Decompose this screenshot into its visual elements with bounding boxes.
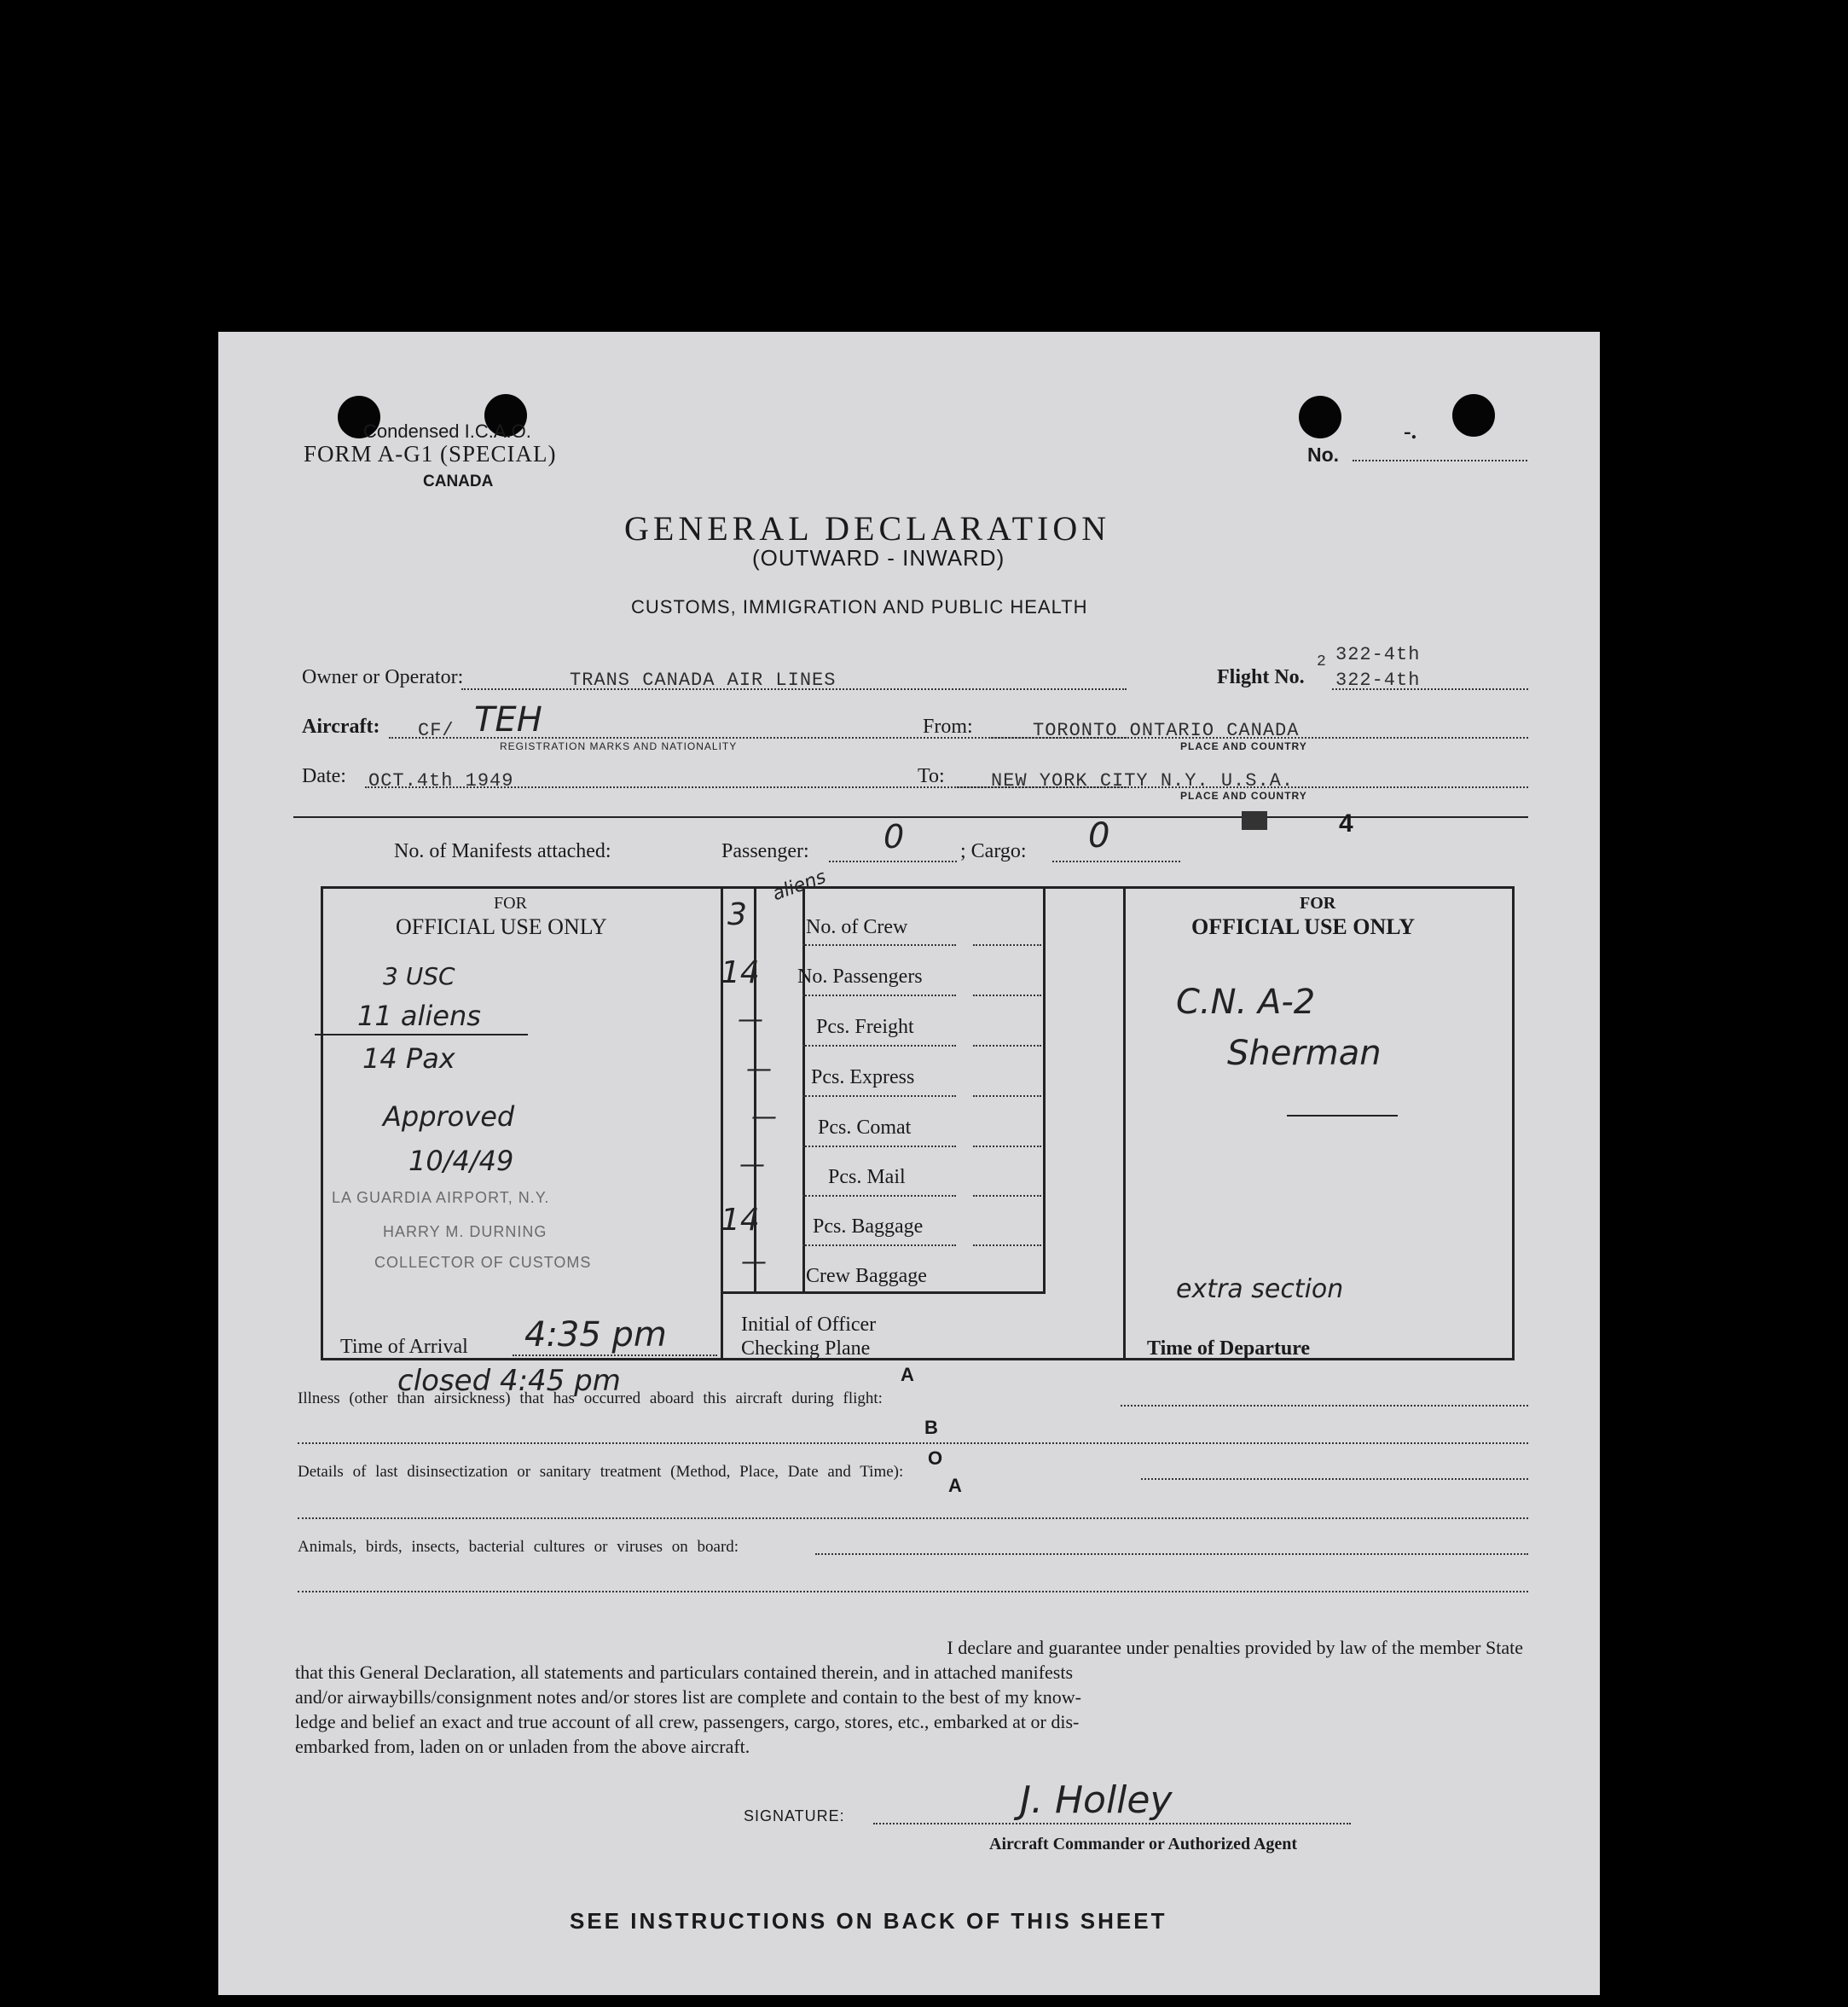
count-rows [721,866,1126,1291]
row-label-freight: Pcs. Freight [816,1016,914,1038]
aboard-letter-a2: A [948,1475,962,1496]
row-value-crew-baggage: — [741,1247,767,1277]
closed-time-note: closed 4:45 pm [397,1364,621,1398]
owner-label: Owner or Operator: [302,666,464,688]
departure-label: Time of Departure [1147,1337,1311,1360]
signature-label: SIGNATURE: [744,1807,845,1824]
note-approved: Approved [383,1100,515,1133]
to-value: NEW YORK CITY N.Y. U.S.A. [991,770,1295,792]
right-note-sherman: Sherman [1227,1034,1382,1073]
aboard-letter-o: O [928,1447,943,1469]
flight-value-1: 322-4th [1335,644,1421,665]
flight-label: Flight No. [1217,666,1305,688]
right-note-cn: C.N. A-2 [1176,983,1316,1022]
initial-label-1: Initial of Officer [741,1314,877,1336]
row-label-passengers: No. Passengers [797,966,923,988]
form-number: FORM A-G1 (SPECIAL) [304,441,557,467]
footer-instructions: SEE INSTRUCTIONS ON BACK OF THIS SHEET [570,1908,1167,1934]
side-mark: 4 [1339,809,1353,838]
row-value-mail: — [739,1150,765,1180]
row-label-crew: No. of Crew [806,916,908,938]
no-line [1353,460,1527,461]
declaration-line-4: ledge and belief an exact and true account of all crew, passengers, cargo, stores, etc., embarked at or dis- [295,1711,1080,1732]
declaration-line-5: embarked from, laden on or unladen from the above aircraft. [295,1736,750,1757]
disinsect-question: Details of last disinsectization or sanitary treatment (Method, Place, Date and Time): [298,1463,904,1481]
row-value-express: — [746,1054,772,1084]
row-value-passengers: 14 [721,955,760,990]
punch-hole [1299,396,1341,438]
declaration-line-3: and/or airwaybills/consignment notes and/or stores list are complete and contain to the best of my know- [295,1686,1081,1708]
aboard-letter-b: B [924,1417,938,1438]
cargo-line [1052,861,1180,862]
row-value-freight: — [738,1005,763,1035]
cargo-value: 0 [1088,816,1110,856]
stamp-line-1: LA GUARDIA AIRPORT, N.Y. [332,1189,550,1206]
right-for-label: FOR [1300,894,1336,913]
to-label: To: [918,765,945,787]
note-aliens: 11 aliens [357,1000,481,1032]
extra-section-note: extra section [1176,1274,1344,1304]
row-label-mail: Pcs. Mail [828,1166,906,1188]
row-value-comat: — [751,1102,777,1132]
note-date: 10/4/49 [408,1145,514,1177]
illness-question: Illness (other than airsickness) that has occurred aboard this aircraft during flight: [298,1389,883,1407]
row-value-crew: 3 [727,897,747,932]
aircraft-label: Aircraft: [302,716,380,738]
declaration-line-1: I declare and guarantee under penalties provided by law of the member State [947,1637,1523,1658]
flight-value-2: 322-4th [1335,670,1421,691]
right-official-label: OFFICIAL USE ONLY [1191,914,1415,939]
manifests-label: No. of Manifests attached: [394,840,611,862]
initial-label-2: Checking Plane [741,1337,871,1360]
owner-value: TRANS CANADA AIR LINES [570,670,837,691]
aliens-note: aliens [769,866,829,906]
left-for-label: FOR [494,894,527,913]
stamp-line-2: HARRY M. DURNING [383,1223,547,1240]
passenger-label: Passenger: [721,840,809,862]
left-official-label: OFFICIAL USE ONLY [396,914,607,939]
registration-caption: REGISTRATION MARKS AND NATIONALITY [500,740,738,752]
country-label: CANADA [423,473,494,490]
subtitle: CUSTOMS, IMMIGRATION AND PUBLIC HEALTH [631,596,1088,618]
passenger-line [829,861,957,862]
signature-value: J. Holley [1020,1778,1173,1822]
no-label: No. [1307,444,1340,466]
row-label-express: Pcs. Express [811,1066,915,1088]
animals-question: Animals, birds, insects, bacterial cultures or viruses on board: [298,1538,739,1556]
arrival-value: 4:35 pm [524,1315,667,1354]
place-caption-from: PLACE AND COUNTRY [1180,740,1307,752]
signature-caption: Aircraft Commander or Authorized Agent [989,1835,1298,1853]
no-pencil-mark: -. [1404,419,1417,444]
redacted-mark [1242,811,1267,830]
official-use-box [321,866,1515,1360]
passenger-value: 0 [883,818,905,856]
direction-label: (OUTWARD - INWARD) [752,545,1005,571]
date-label: Date: [302,765,346,787]
aircraft-typed: CF/ [418,720,455,741]
from-label: From: [923,716,973,738]
from-value: TORONTO ONTARIO CANADA [1033,720,1300,741]
cargo-label: ; Cargo: [960,840,1027,862]
aboard-letter-a: A [901,1364,914,1385]
flight-prefix: 2 [1317,653,1327,670]
declaration-line-2: that this General Declaration, all statements and particulars contained therein, and in attached manifests [295,1662,1074,1683]
date-value: OCT.4th 1949 [368,770,514,792]
page-title: GENERAL DECLARATION [624,509,1111,548]
declaration-form-sheet [218,332,1600,1995]
note-usc: 3 USC [383,962,455,990]
arrival-label: Time of Arrival [340,1336,468,1358]
aircraft-handwritten: TEH [474,700,542,740]
place-caption-to: PLACE AND COUNTRY [1180,790,1307,802]
row-label-crew-baggage: Crew Baggage [806,1265,927,1287]
row-value-baggage: 14 [721,1203,760,1238]
punch-hole [1452,394,1495,437]
row-label-comat: Pcs. Comat [818,1117,912,1139]
note-pax: 14 Pax [362,1042,455,1075]
row-label-baggage: Pcs. Baggage [813,1215,924,1238]
stamp-line-3: COLLECTOR OF CUSTOMS [374,1254,592,1271]
condensed-icao-label: Condensed I.C.A.O. [363,421,531,442]
